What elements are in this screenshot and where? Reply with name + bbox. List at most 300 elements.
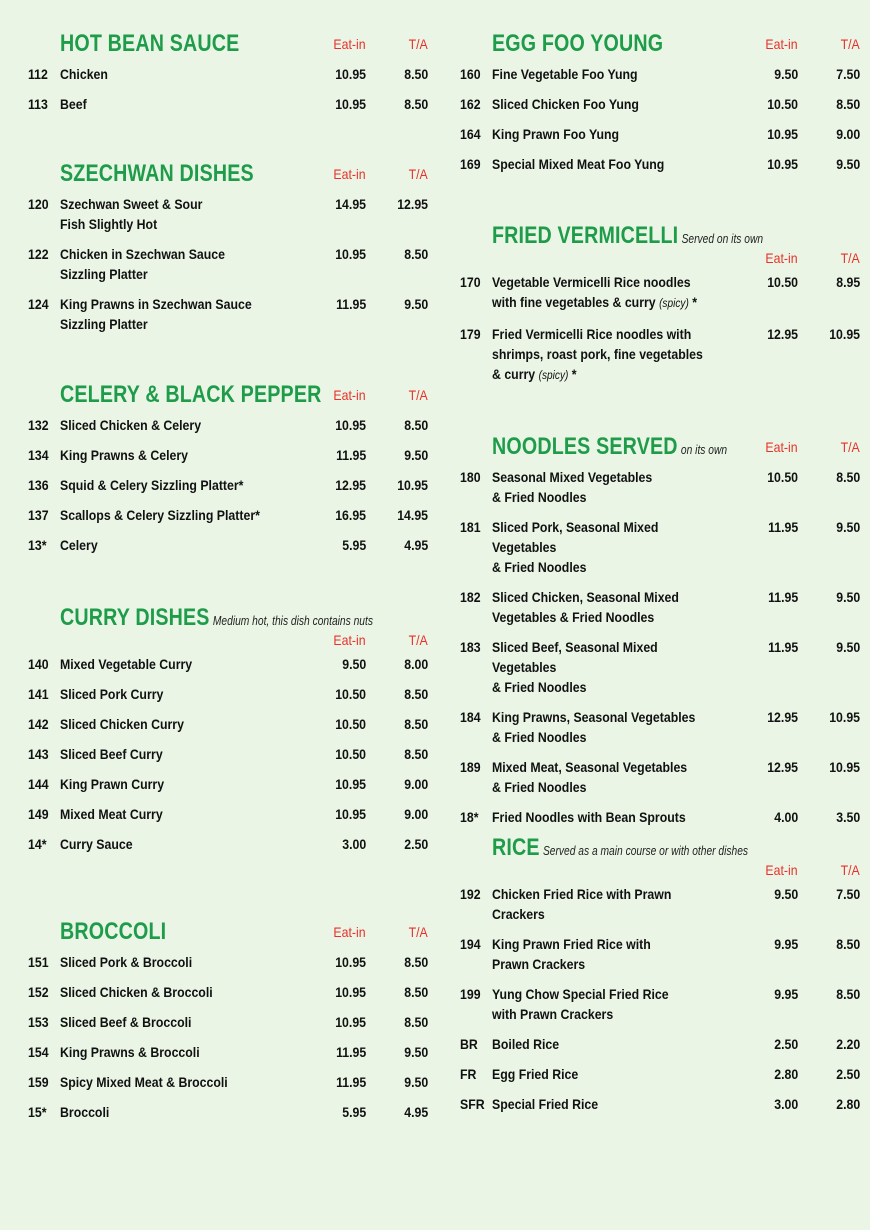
takeaway-price: 12.95	[397, 196, 428, 212]
eat-in-price: 11.95	[335, 1074, 366, 1090]
item-name	[492, 587, 712, 627]
eat-in-header: Eat-in	[333, 387, 366, 403]
section-title-text: FRIED VERMICELLI	[492, 222, 679, 249]
item-number: 154	[28, 1044, 49, 1060]
takeaway-header: T/A	[408, 924, 428, 940]
item-name	[60, 804, 280, 824]
takeaway-price: 10.95	[829, 326, 860, 342]
item-name-text: Sliced Beef Curry	[60, 746, 163, 762]
item-name	[492, 637, 712, 697]
eat-in-header: Eat-in	[765, 250, 798, 266]
item-name	[60, 64, 280, 84]
item-number: 143	[28, 746, 49, 762]
section-title-text: CELERY & BLACK PEPPER	[60, 381, 322, 408]
item-name	[492, 1094, 712, 1114]
eat-in-price: 10.95	[335, 984, 366, 1000]
takeaway-price: 8.50	[404, 66, 428, 82]
eat-in-price: 14.95	[335, 196, 366, 212]
item-name	[60, 294, 280, 334]
item-name-text: Sliced Pork & Broccoli	[60, 954, 193, 970]
item-number: 151	[28, 954, 49, 970]
section-title	[492, 834, 748, 862]
takeaway-price: 9.50	[836, 639, 860, 655]
section-title-text: RICE	[492, 834, 540, 861]
price-column-headers	[460, 862, 860, 884]
takeaway-price: 8.50	[404, 96, 428, 112]
menu-item	[460, 637, 860, 697]
takeaway-price: 8.50	[404, 984, 428, 1000]
item-name-text: Curry Sauce	[60, 836, 133, 852]
menu-item	[460, 467, 860, 507]
menu-section-hot-bean-sauce	[28, 30, 428, 124]
menu-item	[460, 757, 860, 797]
menu-item	[460, 64, 860, 84]
item-name	[492, 124, 712, 144]
item-name-text: Fried Vermicelli Rice noodles with shrimps, roast pork, fine vegetables & curry	[492, 326, 703, 382]
item-number: 169	[460, 156, 481, 172]
item-name	[492, 757, 712, 797]
takeaway-header: T/A	[840, 439, 860, 455]
eat-in-price: 10.95	[335, 1014, 366, 1030]
item-number: 159	[28, 1074, 49, 1090]
takeaway-header: T/A	[840, 862, 860, 878]
item-name	[492, 324, 712, 386]
item-name-text: Beef	[60, 96, 87, 112]
item-number: 164	[460, 126, 481, 142]
item-name	[60, 714, 280, 734]
item-name-text: King Prawn Curry	[60, 776, 165, 792]
takeaway-price: 8.50	[836, 936, 860, 952]
menu-item	[28, 64, 428, 84]
item-name-text: Sliced Chicken & Broccoli	[60, 984, 213, 1000]
item-number: 153	[28, 1014, 49, 1030]
takeaway-price: 7.50	[836, 66, 860, 82]
item-number: 134	[28, 447, 49, 463]
menu-item	[28, 744, 428, 764]
takeaway-price: 8.50	[404, 246, 428, 262]
eat-in-price: 10.95	[335, 954, 366, 970]
menu-item	[28, 804, 428, 824]
menu-item	[28, 774, 428, 794]
item-name-text: Boiled Rice	[492, 1036, 560, 1052]
takeaway-price: 8.50	[404, 417, 428, 433]
eat-in-price: 11.95	[767, 519, 798, 535]
menu-item	[28, 684, 428, 704]
section-title	[60, 604, 373, 632]
section-title-text: NOODLES SERVED	[492, 433, 678, 460]
takeaway-header: T/A	[408, 36, 428, 52]
menu-section-curry-dishes	[28, 604, 428, 864]
section-title-text: SZECHWAN DISHES	[60, 160, 254, 187]
eat-in-price: 16.95	[335, 507, 366, 523]
menu-item	[28, 194, 428, 234]
item-number: 182	[460, 589, 481, 605]
takeaway-price: 9.50	[836, 589, 860, 605]
eat-in-price: 11.95	[335, 447, 366, 463]
item-name	[60, 774, 280, 794]
takeaway-price: 9.50	[836, 156, 860, 172]
eat-in-price: 9.95	[774, 936, 798, 952]
takeaway-price: 10.95	[829, 709, 860, 725]
eat-in-price: 10.95	[335, 417, 366, 433]
item-name-text: Seasonal Mixed Vegetables & Fried Noodles	[492, 469, 653, 505]
item-number: 183	[460, 639, 481, 655]
item-name	[60, 1012, 280, 1032]
item-number: FR	[460, 1066, 477, 1082]
item-name-text: Chicken Fried Rice with Prawn Crackers	[492, 886, 672, 922]
item-name	[60, 982, 280, 1002]
item-name	[60, 654, 280, 674]
item-name	[60, 1042, 280, 1062]
item-number: 194	[460, 936, 481, 952]
takeaway-price: 9.50	[404, 1044, 428, 1060]
item-name	[60, 94, 280, 114]
item-number: 192	[460, 886, 481, 902]
menu-section-broccoli	[28, 918, 428, 1132]
eat-in-price: 5.95	[342, 537, 366, 553]
section-title	[492, 30, 663, 58]
item-number: 122	[28, 246, 49, 262]
price-column-headers	[460, 250, 860, 272]
item-name	[60, 1102, 280, 1122]
item-name-text: King Prawn Fried Rice with Prawn Crackers	[492, 936, 651, 972]
item-suffix: *	[568, 366, 577, 382]
section-header	[460, 433, 860, 467]
item-number: 137	[28, 507, 49, 523]
item-suffix: *	[688, 294, 698, 310]
item-name-text: Yung Chow Special Fried Rice with Prawn Crackers	[492, 986, 669, 1022]
item-number: 179	[460, 326, 481, 342]
eat-in-header: Eat-in	[333, 632, 366, 648]
item-name-text: Chicken	[60, 66, 108, 82]
item-name	[492, 94, 712, 114]
section-header	[28, 30, 428, 64]
menu-item	[28, 445, 428, 465]
takeaway-price: 2.20	[836, 1036, 860, 1052]
item-name	[492, 64, 712, 84]
menu-item	[28, 505, 428, 525]
menu-section-celery-black-pepper	[28, 381, 428, 565]
eat-in-price: 10.50	[767, 274, 798, 290]
item-name	[60, 952, 280, 972]
eat-in-header: Eat-in	[333, 36, 366, 52]
menu-item	[460, 807, 860, 827]
takeaway-price: 9.00	[836, 126, 860, 142]
item-name	[492, 707, 712, 747]
item-name-text: King Prawns, Seasonal Vegetables & Fried Noodles	[492, 709, 696, 745]
eat-in-price: 3.00	[774, 1096, 798, 1112]
section-header	[460, 30, 860, 64]
item-name	[492, 934, 712, 974]
takeaway-price: 2.80	[836, 1096, 860, 1112]
section-title-text: HOT BEAN SAUCE	[60, 30, 240, 57]
item-number: 112	[28, 66, 48, 82]
takeaway-price: 9.50	[404, 296, 428, 312]
item-name	[492, 984, 712, 1024]
section-title	[60, 381, 322, 409]
item-number: 152	[28, 984, 49, 1000]
eat-in-price: 3.00	[342, 836, 366, 852]
takeaway-price: 2.50	[404, 836, 428, 852]
section-title-text: EGG FOO YOUNG	[492, 30, 664, 57]
item-number: 162	[460, 96, 481, 112]
menu-section-rice	[460, 834, 860, 1124]
item-number: 180	[460, 469, 481, 485]
eat-in-price: 5.95	[342, 1104, 366, 1120]
menu-item	[460, 1094, 860, 1114]
takeaway-price: 14.95	[397, 507, 428, 523]
menu-item	[28, 535, 428, 555]
item-name-text: Fine Vegetable Foo Yung	[492, 66, 638, 82]
eat-in-price: 12.95	[767, 759, 798, 775]
menu-item	[28, 1102, 428, 1122]
menu-item	[460, 934, 860, 974]
item-number: SFR	[460, 1096, 485, 1112]
takeaway-price: 8.50	[836, 986, 860, 1002]
menu-item	[28, 654, 428, 674]
takeaway-price: 9.50	[404, 1074, 428, 1090]
item-number: BR	[460, 1036, 478, 1052]
item-number: 189	[460, 759, 481, 775]
section-title	[492, 433, 727, 461]
takeaway-price: 8.50	[404, 1014, 428, 1030]
menu-item	[28, 982, 428, 1002]
item-name-text: Szechwan Sweet & Sour Fish Slightly Hot	[60, 196, 203, 232]
item-name-text: Sliced Chicken Foo Yung	[492, 96, 639, 112]
item-name	[60, 834, 280, 854]
takeaway-price: 9.00	[404, 776, 428, 792]
item-name-text: Broccoli	[60, 1104, 110, 1120]
section-header	[28, 381, 428, 415]
item-number: 120	[28, 196, 49, 212]
menu-item	[460, 272, 860, 314]
eat-in-price: 10.50	[335, 746, 366, 762]
item-name-text: Mixed Vegetable Curry	[60, 656, 193, 672]
section-title	[492, 222, 763, 250]
menu-section-szechwan-dishes	[28, 160, 428, 344]
item-name	[492, 154, 712, 174]
item-name	[60, 194, 280, 234]
item-number: 199	[460, 986, 481, 1002]
section-note: on its own	[680, 443, 728, 457]
menu-item	[460, 884, 860, 924]
eat-in-price: 10.50	[767, 469, 798, 485]
menu-item	[460, 324, 860, 386]
takeaway-price: 8.50	[404, 686, 428, 702]
eat-in-price: 10.95	[335, 96, 366, 112]
item-number: 136	[28, 477, 49, 493]
item-name-text: Chicken in Szechwan Sauce Sizzling Platter	[60, 246, 226, 282]
eat-in-price: 11.95	[767, 589, 798, 605]
takeaway-price: 10.95	[829, 759, 860, 775]
menu-item	[28, 834, 428, 854]
menu-item	[28, 1012, 428, 1032]
takeaway-price: 9.50	[836, 519, 860, 535]
item-name	[492, 517, 712, 577]
takeaway-price: 8.95	[836, 274, 860, 290]
section-note: Served as a main course or with other dishes	[542, 844, 749, 858]
item-name-text: Fried Noodles with Bean Sprouts	[492, 809, 686, 825]
item-name	[492, 884, 712, 924]
takeaway-header: T/A	[408, 166, 428, 182]
menu-item	[28, 94, 428, 114]
item-number: 13*	[28, 537, 47, 553]
section-header	[28, 160, 428, 194]
takeaway-price: 9.50	[404, 447, 428, 463]
item-name-text: Mixed Meat, Seasonal Vegetables & Fried Noodles	[492, 759, 688, 795]
item-number: 181	[460, 519, 481, 535]
takeaway-header: T/A	[408, 632, 428, 648]
item-name	[492, 467, 712, 507]
menu-section-noodles-served	[460, 433, 860, 837]
eat-in-price: 10.50	[767, 96, 798, 112]
section-note: Served on its own	[681, 232, 764, 246]
item-name	[60, 744, 280, 764]
section-title-text: CURRY DISHES	[60, 604, 210, 631]
menu-item	[28, 294, 428, 334]
menu-item	[460, 517, 860, 577]
section-note: Medium hot, this dish contains nuts	[212, 614, 373, 628]
item-number: 160	[460, 66, 481, 82]
price-column-headers	[28, 632, 428, 654]
item-name-text: Special Fried Rice	[492, 1096, 599, 1112]
eat-in-price: 12.95	[767, 709, 798, 725]
section-title-text: BROCCOLI	[60, 918, 167, 945]
takeaway-price: 4.95	[404, 1104, 428, 1120]
takeaway-price: 2.50	[836, 1066, 860, 1082]
item-name-text: Mixed Meat Curry	[60, 806, 163, 822]
item-name-text: Sliced Beef, Seasonal Mixed Vegetables & Fried Noodles	[492, 639, 658, 695]
section-title	[60, 30, 239, 58]
eat-in-price: 12.95	[767, 326, 798, 342]
item-name-text: Sliced Pork, Seasonal Mixed Vegetables & Fried Noodles	[492, 519, 659, 575]
item-name	[60, 415, 280, 435]
eat-in-price: 11.95	[335, 1044, 366, 1060]
item-name	[492, 1064, 712, 1084]
eat-in-price: 9.50	[774, 886, 798, 902]
takeaway-header: T/A	[840, 250, 860, 266]
menu-item	[28, 714, 428, 734]
takeaway-price: 8.50	[836, 96, 860, 112]
section-title	[60, 160, 254, 188]
eat-in-price: 10.95	[335, 776, 366, 792]
item-name-text: Special Mixed Meat Foo Yung	[492, 156, 665, 172]
item-name	[60, 1072, 280, 1092]
item-number: 113	[28, 96, 48, 112]
item-number: 140	[28, 656, 49, 672]
item-name-text: Egg Fried Rice	[492, 1066, 579, 1082]
takeaway-price: 3.50	[836, 809, 860, 825]
eat-in-price: 10.95	[335, 246, 366, 262]
takeaway-header: T/A	[408, 387, 428, 403]
menu-item	[460, 154, 860, 174]
eat-in-price: 11.95	[335, 296, 366, 312]
eat-in-price: 10.95	[767, 126, 798, 142]
menu-item	[28, 475, 428, 495]
item-name-text: Sliced Chicken & Celery	[60, 417, 202, 433]
takeaway-header: T/A	[840, 36, 860, 52]
takeaway-price: 4.95	[404, 537, 428, 553]
menu-section-fried-vermicelli	[460, 222, 860, 396]
eat-in-header: Eat-in	[765, 862, 798, 878]
eat-in-price: 9.50	[342, 656, 366, 672]
item-name-text: King Prawn Foo Yung	[492, 126, 620, 142]
takeaway-price: 10.95	[397, 477, 428, 493]
eat-in-price: 9.95	[774, 986, 798, 1002]
item-number: 14*	[28, 836, 47, 852]
section-header	[28, 918, 428, 952]
menu-item	[28, 952, 428, 972]
menu-item	[28, 244, 428, 284]
spicy-note: (spicy)	[659, 298, 689, 310]
eat-in-header: Eat-in	[333, 924, 366, 940]
item-number: 124	[28, 296, 49, 312]
item-number: 170	[460, 274, 481, 290]
item-name	[60, 475, 280, 495]
eat-in-price: 12.95	[335, 477, 366, 493]
eat-in-price: 10.95	[335, 66, 366, 82]
item-name	[60, 505, 280, 525]
item-name	[492, 1034, 712, 1054]
item-name-text: Spicy Mixed Meat & Broccoli	[60, 1074, 228, 1090]
eat-in-price: 10.50	[335, 686, 366, 702]
item-number: 15*	[28, 1104, 47, 1120]
takeaway-price: 8.50	[404, 716, 428, 732]
menu-section-egg-foo-young	[460, 30, 860, 184]
menu-item	[460, 707, 860, 747]
eat-in-price: 9.50	[774, 66, 798, 82]
eat-in-price: 11.95	[767, 639, 798, 655]
item-name	[60, 244, 280, 284]
item-name	[492, 807, 712, 827]
eat-in-price: 10.95	[767, 156, 798, 172]
item-number: 144	[28, 776, 49, 792]
item-name-text: Celery	[60, 537, 98, 553]
item-name-text: Squid & Celery Sizzling Platter*	[60, 477, 244, 493]
item-name-text: Sliced Chicken, Seasonal Mixed Vegetables & Fried Noodles	[492, 589, 679, 625]
menu-item	[28, 1072, 428, 1092]
item-name-text: Vegetable Vermicelli Rice noodles with fine vegetables & curry	[492, 274, 691, 310]
menu-item	[28, 1042, 428, 1062]
takeaway-price: 7.50	[836, 886, 860, 902]
item-name-text: King Prawns & Celery	[60, 447, 189, 463]
item-name-text: Sliced Chicken Curry	[60, 716, 184, 732]
eat-in-price: 2.80	[774, 1066, 798, 1082]
eat-in-header: Eat-in	[333, 166, 366, 182]
takeaway-price: 8.50	[836, 469, 860, 485]
item-name	[60, 445, 280, 465]
item-name	[60, 684, 280, 704]
item-name-text: King Prawns in Szechwan Sauce Sizzling Platter	[60, 296, 252, 332]
takeaway-price: 8.00	[404, 656, 428, 672]
item-number: 132	[28, 417, 49, 433]
item-name	[492, 272, 712, 314]
item-number: 18*	[460, 809, 479, 825]
item-name	[60, 535, 280, 555]
menu-item	[460, 1064, 860, 1084]
menu-item	[460, 587, 860, 627]
eat-in-price: 2.50	[774, 1036, 798, 1052]
section-title	[60, 918, 166, 946]
spicy-note: (spicy)	[538, 370, 569, 382]
menu-item	[460, 1034, 860, 1054]
eat-in-price: 10.50	[335, 716, 366, 732]
item-number: 142	[28, 716, 49, 732]
item-name-text: Scallops & Celery Sizzling Platter*	[60, 507, 260, 523]
takeaway-price: 9.00	[404, 806, 428, 822]
item-number: 184	[460, 709, 481, 725]
item-name-text: King Prawns & Broccoli	[60, 1044, 200, 1060]
